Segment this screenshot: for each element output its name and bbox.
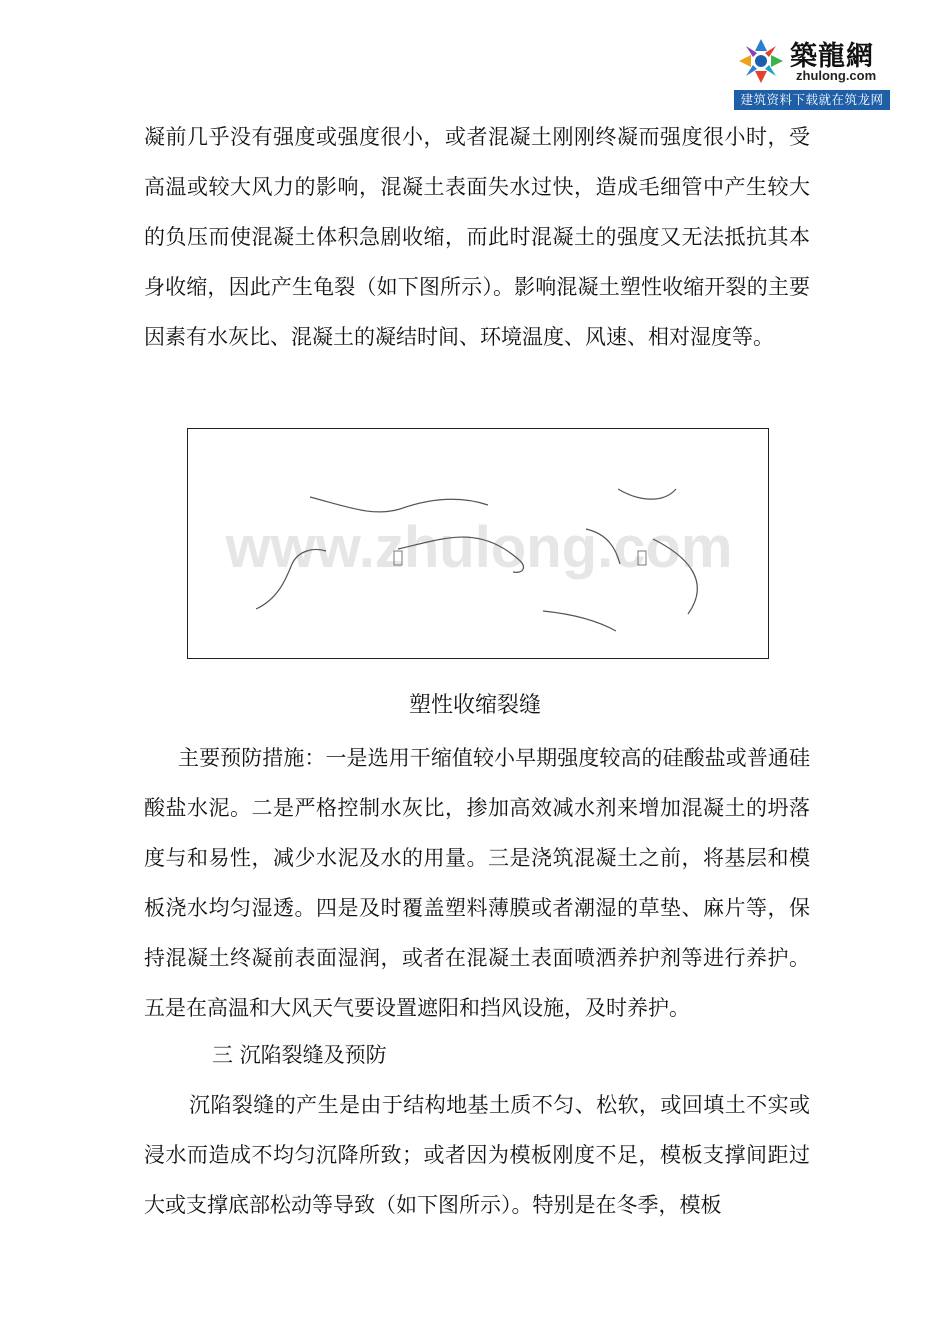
crack-line-7 bbox=[543, 611, 616, 631]
logo-brand-en: zhulong.com bbox=[796, 68, 877, 83]
logo-slogan: 建筑资料下载就在筑龙网 bbox=[734, 90, 890, 110]
zhulong-logo bbox=[734, 32, 890, 110]
crack-line-1 bbox=[310, 497, 488, 512]
paragraph-plastic-shrinkage: 凝前几乎没有强度或强度很小，或者混凝土刚刚终凝而强度很小时，受高温或较大风力的影响，混凝土表面失水过快，造成毛细管中产生较大的负压而使混凝土体积急剧收缩，而此时混凝土的强度又无法抵抗其本身收缩，因此产生龟裂（如下图所示）。影响混凝土塑性收缩开裂的主要因素有水灰比、混凝土的凝结时间、环境温度、风速、相对湿度等。 bbox=[144, 125, 810, 349]
logo-top bbox=[734, 32, 890, 88]
figure-watermark: www.zhulong.com bbox=[225, 515, 733, 580]
section-heading-settlement-cracks: 三 沉陷裂缝及预防 bbox=[212, 1043, 387, 1067]
figure-caption: 塑性收缩裂缝 bbox=[408, 693, 541, 718]
paragraph-prevention-measures: 主要预防措施：一是选用干缩值较小早期强度较高的硅酸盐或普通硅酸盐水泥。二是严格控制水灰比，掺加高效减水剂来增加混凝土的坍落度与和易性，减少水泥及水的用量。三是浇筑混凝土之前，将基层和模板浇水均匀湿透。四是及时覆盖塑料薄膜或者潮湿的草垫、麻片等，保持混凝土终凝前表面湿润，或者在混凝土表面喷洒养护剂等进行养护。五是在高温和大风天气要设置遮阳和挡风设施，及时养护。 bbox=[144, 746, 810, 1020]
crack-figure bbox=[187, 428, 769, 659]
snowflake-logo-icon bbox=[736, 36, 786, 86]
crack-line-5 bbox=[618, 489, 676, 499]
crack-drawing bbox=[188, 429, 770, 660]
paragraph-settlement-cracks: 沉陷裂缝的产生是由于结构地基土质不匀、松软，或回填土不实或浸水而造成不均匀沉降所致；或者因为模板刚度不足，模板支撑间距过大或支撑底部松动等导致（如下图所示）。特别是在冬季，模板 bbox=[144, 1093, 810, 1217]
logo-brand-cn: 築龍網 bbox=[790, 41, 874, 72]
